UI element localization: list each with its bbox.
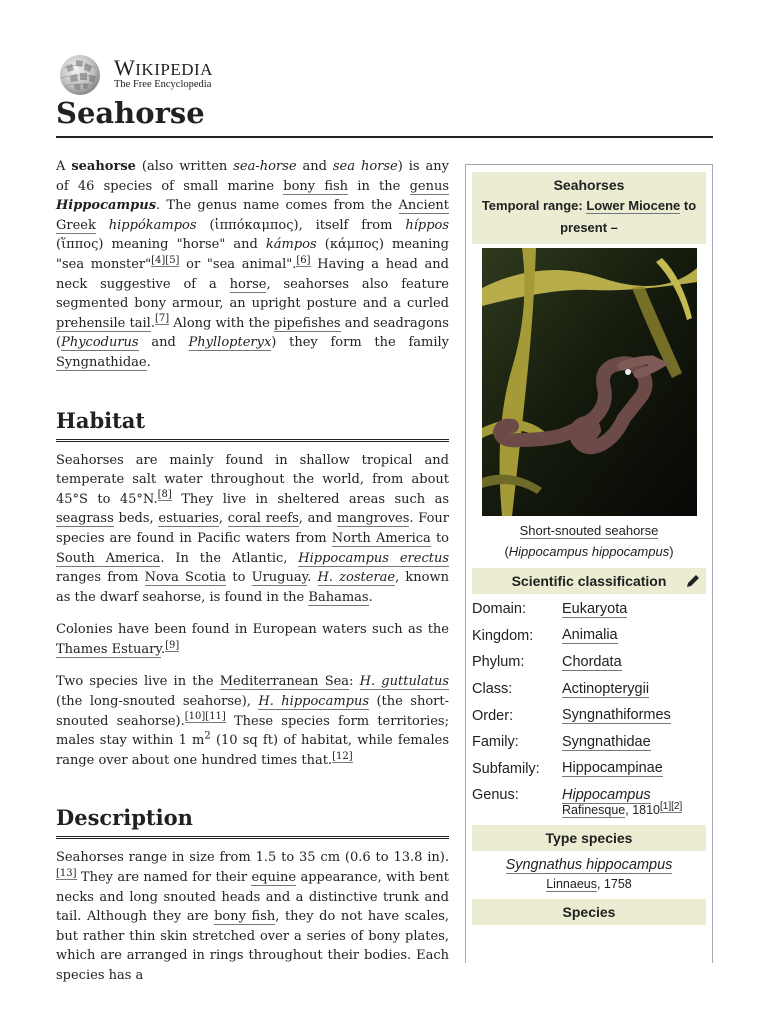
classification-row-class: [472, 676, 706, 703]
text: Colonies have been found in European waters such as the: [56, 622, 449, 638]
text: , and: [298, 511, 337, 527]
link-syngnathidae-infobox[interactable]: Syngnathidae: [562, 733, 651, 750]
type-species: [466, 857, 712, 873]
rank-label: Order:: [472, 707, 514, 724]
intro-paragraph: A seahorse (also written sea-horse and sea horse) is any of 46 species of small marine bony fish in the genus Hippocampus. The genus name comes from the Ancient Greek hippókampos (ἱππόκαμπος), itself from híppos (ἵππος) meaning "horse" and kámpos (κάμπος) meaning "sea monster"[4][5] or "sea animal".[6] Having a head and neck suggestive of a horse, seahorses also feature segmented bony armour, an upright posture and a curled prehensile tail.[7] Along with the pipefishes and seadragons (Phycodurus and Phyllopteryx) they form the family Syngnathidae.: [56, 159, 450, 370]
link-phyllopteryx[interactable]: [189, 335, 272, 351]
link-text: Hippocampus: [562, 786, 651, 803]
link-mangroves[interactable]: mangroves: [336, 511, 410, 527]
link-text: Phycodurus: [61, 335, 139, 351]
image-caption: [466, 520, 712, 562]
italic-term: sea-horse: [233, 159, 297, 174]
text: They are named for their: [76, 870, 252, 886]
ref-6[interactable]: [6]: [296, 254, 311, 266]
text: Two species live in the: [56, 674, 220, 690]
text: Temporal range:: [481, 198, 587, 213]
habitat-paragraph-2: [56, 620, 449, 659]
rank-label: Class:: [472, 681, 513, 698]
link-lower-miocene[interactable]: Lower Miocene: [586, 198, 681, 213]
link-text: Hippocampus erectus: [298, 550, 449, 566]
text: .: [146, 354, 151, 370]
text: , seahorses also feature segmented bony armour, an upright posture and a curled: [56, 276, 449, 312]
text: (also written: [135, 159, 234, 174]
text: ): [669, 544, 674, 559]
text: They live in sheltered areas such as: [171, 491, 449, 507]
text: . The genus name comes from the: [156, 198, 399, 214]
rank-label: Phylum:: [472, 654, 525, 671]
text: . In the Atlantic,: [160, 550, 299, 566]
text: ) is any of 46 species of small marine: [56, 159, 449, 194]
ref-2[interactable]: [2]: [671, 800, 683, 812]
text: beds,: [113, 511, 159, 527]
genus-name: Hippocampus: [56, 198, 157, 214]
text: (κάμπος) meaning "sea monster": [56, 237, 449, 272]
caption-binomial: Hippocampus hippocampus: [508, 544, 670, 559]
text: ,: [218, 511, 228, 527]
classification-row-subfamily: [472, 756, 706, 783]
link-rafinesque[interactable]: Rafinesque: [562, 802, 626, 817]
text: , 1758: [596, 876, 632, 891]
text: in the: [348, 178, 410, 194]
text: , 1810: [625, 802, 661, 817]
ref-11[interactable]: [11]: [205, 711, 226, 723]
text: or "sea animal".: [179, 256, 297, 272]
habitat-paragraph-1: [56, 451, 449, 608]
link-h-hippocampus[interactable]: [258, 694, 369, 710]
classification-row-phylum: [472, 649, 706, 676]
rank-label: Genus:: [472, 787, 519, 804]
link-coral-reefs[interactable]: coral reefs: [227, 511, 299, 527]
link-syngnathidae[interactable]: Syngnathidae: [56, 354, 147, 370]
temporal-range: [472, 195, 706, 244]
text: and: [138, 335, 189, 351]
text: :: [349, 674, 360, 690]
text: and seadragons (: [56, 315, 449, 351]
link-bony-fish[interactable]: bony fish: [283, 178, 349, 194]
wordmark-rest: IKIPEDIA: [135, 60, 213, 79]
rank-label: Kingdom:: [472, 627, 534, 644]
type-species-header: Type species: [472, 825, 706, 851]
ref-5[interactable]: [5]: [165, 254, 180, 266]
text: to: [226, 570, 252, 586]
link-seagrass[interactable]: seagrass: [56, 511, 114, 527]
text: (10 sq ft) of habitat, while females range over about one hundred times that.: [56, 733, 449, 768]
link-phycodurus[interactable]: [61, 335, 139, 351]
classification-row-kingdom: [472, 623, 706, 650]
link-genus[interactable]: genus: [409, 178, 449, 194]
link-thames-estuary[interactable]: Thames Estuary: [56, 641, 161, 657]
italic-term: híppos: [405, 217, 450, 233]
wikipedia-globe-logo-icon[interactable]: [56, 54, 104, 96]
link-estuaries[interactable]: estuaries: [158, 511, 219, 527]
text: , known as the dwarf seahorse, is found in the: [56, 570, 449, 605]
classification-row-order: [472, 702, 706, 729]
link-text: H. hippocampus: [258, 694, 370, 710]
rank-label: Domain:: [472, 601, 526, 618]
italic-term: kámpos: [265, 237, 317, 253]
link-hippocampus-erectus[interactable]: [298, 551, 449, 567]
ref-9[interactable]: [9]: [165, 639, 180, 651]
link-prehensile-tail[interactable]: prehensile tail: [56, 315, 151, 331]
rank-label: Family:: [472, 734, 519, 751]
text: .: [307, 570, 318, 586]
link-linnaeus[interactable]: Linnaeus: [546, 876, 597, 891]
text: (the long-snouted seahorse),: [56, 694, 259, 710]
link-equine[interactable]: equine: [251, 870, 297, 886]
text: .: [368, 589, 373, 605]
ref-4[interactable]: [4]: [151, 254, 166, 266]
classification-table: [466, 596, 712, 817]
link-syngnathus-hippocampus[interactable]: [506, 857, 673, 874]
link-h-zosterae[interactable]: [318, 570, 396, 586]
classification-row-domain: [472, 596, 706, 623]
seahorse-photo[interactable]: [482, 248, 697, 516]
link-text: Phyllopteryx: [188, 335, 272, 351]
superscript: 2: [204, 730, 211, 742]
description-paragraph-1: [56, 848, 449, 985]
link-text: H. zosterae: [317, 570, 396, 586]
text: ranges from: [56, 570, 145, 586]
habitat-paragraph-3: [56, 672, 449, 770]
link-ancient-greek[interactable]: Ancient Greek: [56, 198, 449, 233]
ref-8[interactable]: [8]: [157, 489, 172, 501]
link-north-america[interactable]: North America: [331, 530, 431, 546]
link-hippocampus-genus[interactable]: [562, 787, 651, 804]
text: . Four species are found in Pacific waters from: [56, 511, 450, 546]
text: (ἵππος) meaning "horse" and: [56, 237, 266, 253]
type-species-authority: [466, 877, 712, 891]
article-body: [56, 157, 449, 999]
link-mediterranean-sea[interactable]: Mediterranean Sea: [219, 674, 350, 690]
ref-1[interactable]: [1]: [660, 800, 672, 812]
title-divider: [56, 136, 713, 138]
link-animalia[interactable]: Animalia: [562, 627, 618, 644]
link-bahamas[interactable]: Bahamas: [308, 589, 369, 605]
link-pipefishes[interactable]: pipefishes: [274, 315, 341, 331]
text: to: [430, 530, 449, 546]
link-south-america[interactable]: South America: [56, 550, 161, 566]
section-heading-description: Description: [56, 803, 449, 839]
link-hippocampinae[interactable]: Hippocampinae: [562, 760, 663, 777]
link-text: H. guttulatus: [359, 674, 449, 690]
link-text: Syngnathus hippocampus: [505, 856, 673, 873]
species-header: Species: [472, 899, 706, 925]
link-short-snouted-seahorse[interactable]: Short-snouted seahorse: [519, 523, 659, 538]
ref-10[interactable]: [10]: [184, 711, 206, 723]
italic-term: hippókampos: [108, 217, 197, 233]
text: A: [56, 159, 72, 174]
text: (ἱππόκαμπος), itself from: [196, 217, 406, 233]
ref-13[interactable]: [13]: [56, 867, 77, 879]
text: (: [504, 544, 509, 559]
bold-term: seahorse: [71, 159, 136, 174]
link-actinopterygii[interactable]: Actinopterygii: [562, 680, 650, 697]
text: , they do not have scales, but rather thin skin stretched over a series of bony plates, which are arranged in rings throughout their bodies. Each species has a: [56, 909, 450, 983]
ref-7[interactable]: [7]: [154, 313, 170, 325]
genus-authority: [562, 800, 706, 817]
text: to present –: [560, 198, 697, 235]
rank-label: Subfamily:: [472, 760, 540, 777]
link-syngnathiformes[interactable]: Syngnathiformes: [562, 707, 671, 724]
link-uruguay[interactable]: Uruguay: [251, 570, 308, 586]
scientific-classification-header: [472, 568, 706, 594]
text: .: [160, 641, 166, 657]
link-h-guttulatus[interactable]: [360, 674, 449, 690]
text: Along with the: [169, 315, 275, 331]
link-horse[interactable]: horse: [229, 276, 267, 292]
wikipedia-wordmark[interactable]: [114, 55, 213, 81]
text: (the short-snouted seahorse).: [56, 694, 449, 729]
infobox-title: Seahorses: [472, 172, 706, 195]
text: Having a head and neck suggestive of a: [56, 256, 449, 292]
link-chordata[interactable]: Chordata: [562, 653, 622, 670]
italic-term: sea horse: [332, 159, 398, 174]
wordmark-initial: W: [114, 55, 136, 80]
taxobox: [465, 164, 713, 963]
text: Scientific classification: [511, 573, 667, 589]
text: Seahorses range in size from 1.5 to 35 cm (0.6 to 13.8 in).: [56, 850, 449, 866]
pencil-edit-icon[interactable]: [685, 573, 701, 589]
text: and: [296, 159, 333, 174]
text: Seahorses are mainly found in shallow tropical and temperate salt water throughout the world, from about 45°S to 45°N.: [56, 452, 449, 507]
page-title: Seahorse: [56, 96, 205, 130]
link-bony-fish-2[interactable]: bony fish: [214, 909, 276, 925]
link-nova-scotia[interactable]: Nova Scotia: [144, 570, 227, 586]
text: appearance, with bent necks and long snouted heads and a distinctive trunk and tail. Although they are: [56, 870, 449, 925]
wikipedia-tagline: The Free Encyclopedia: [114, 79, 212, 90]
classification-row-family: [472, 729, 706, 756]
text: ) they form the family: [271, 335, 449, 351]
text: These species form territories; males stay within 1 m: [56, 713, 449, 749]
ref-12[interactable]: [12]: [332, 750, 353, 762]
link-eukaryota[interactable]: Eukaryota: [562, 600, 628, 617]
section-heading-habitat: Habitat: [56, 406, 449, 442]
